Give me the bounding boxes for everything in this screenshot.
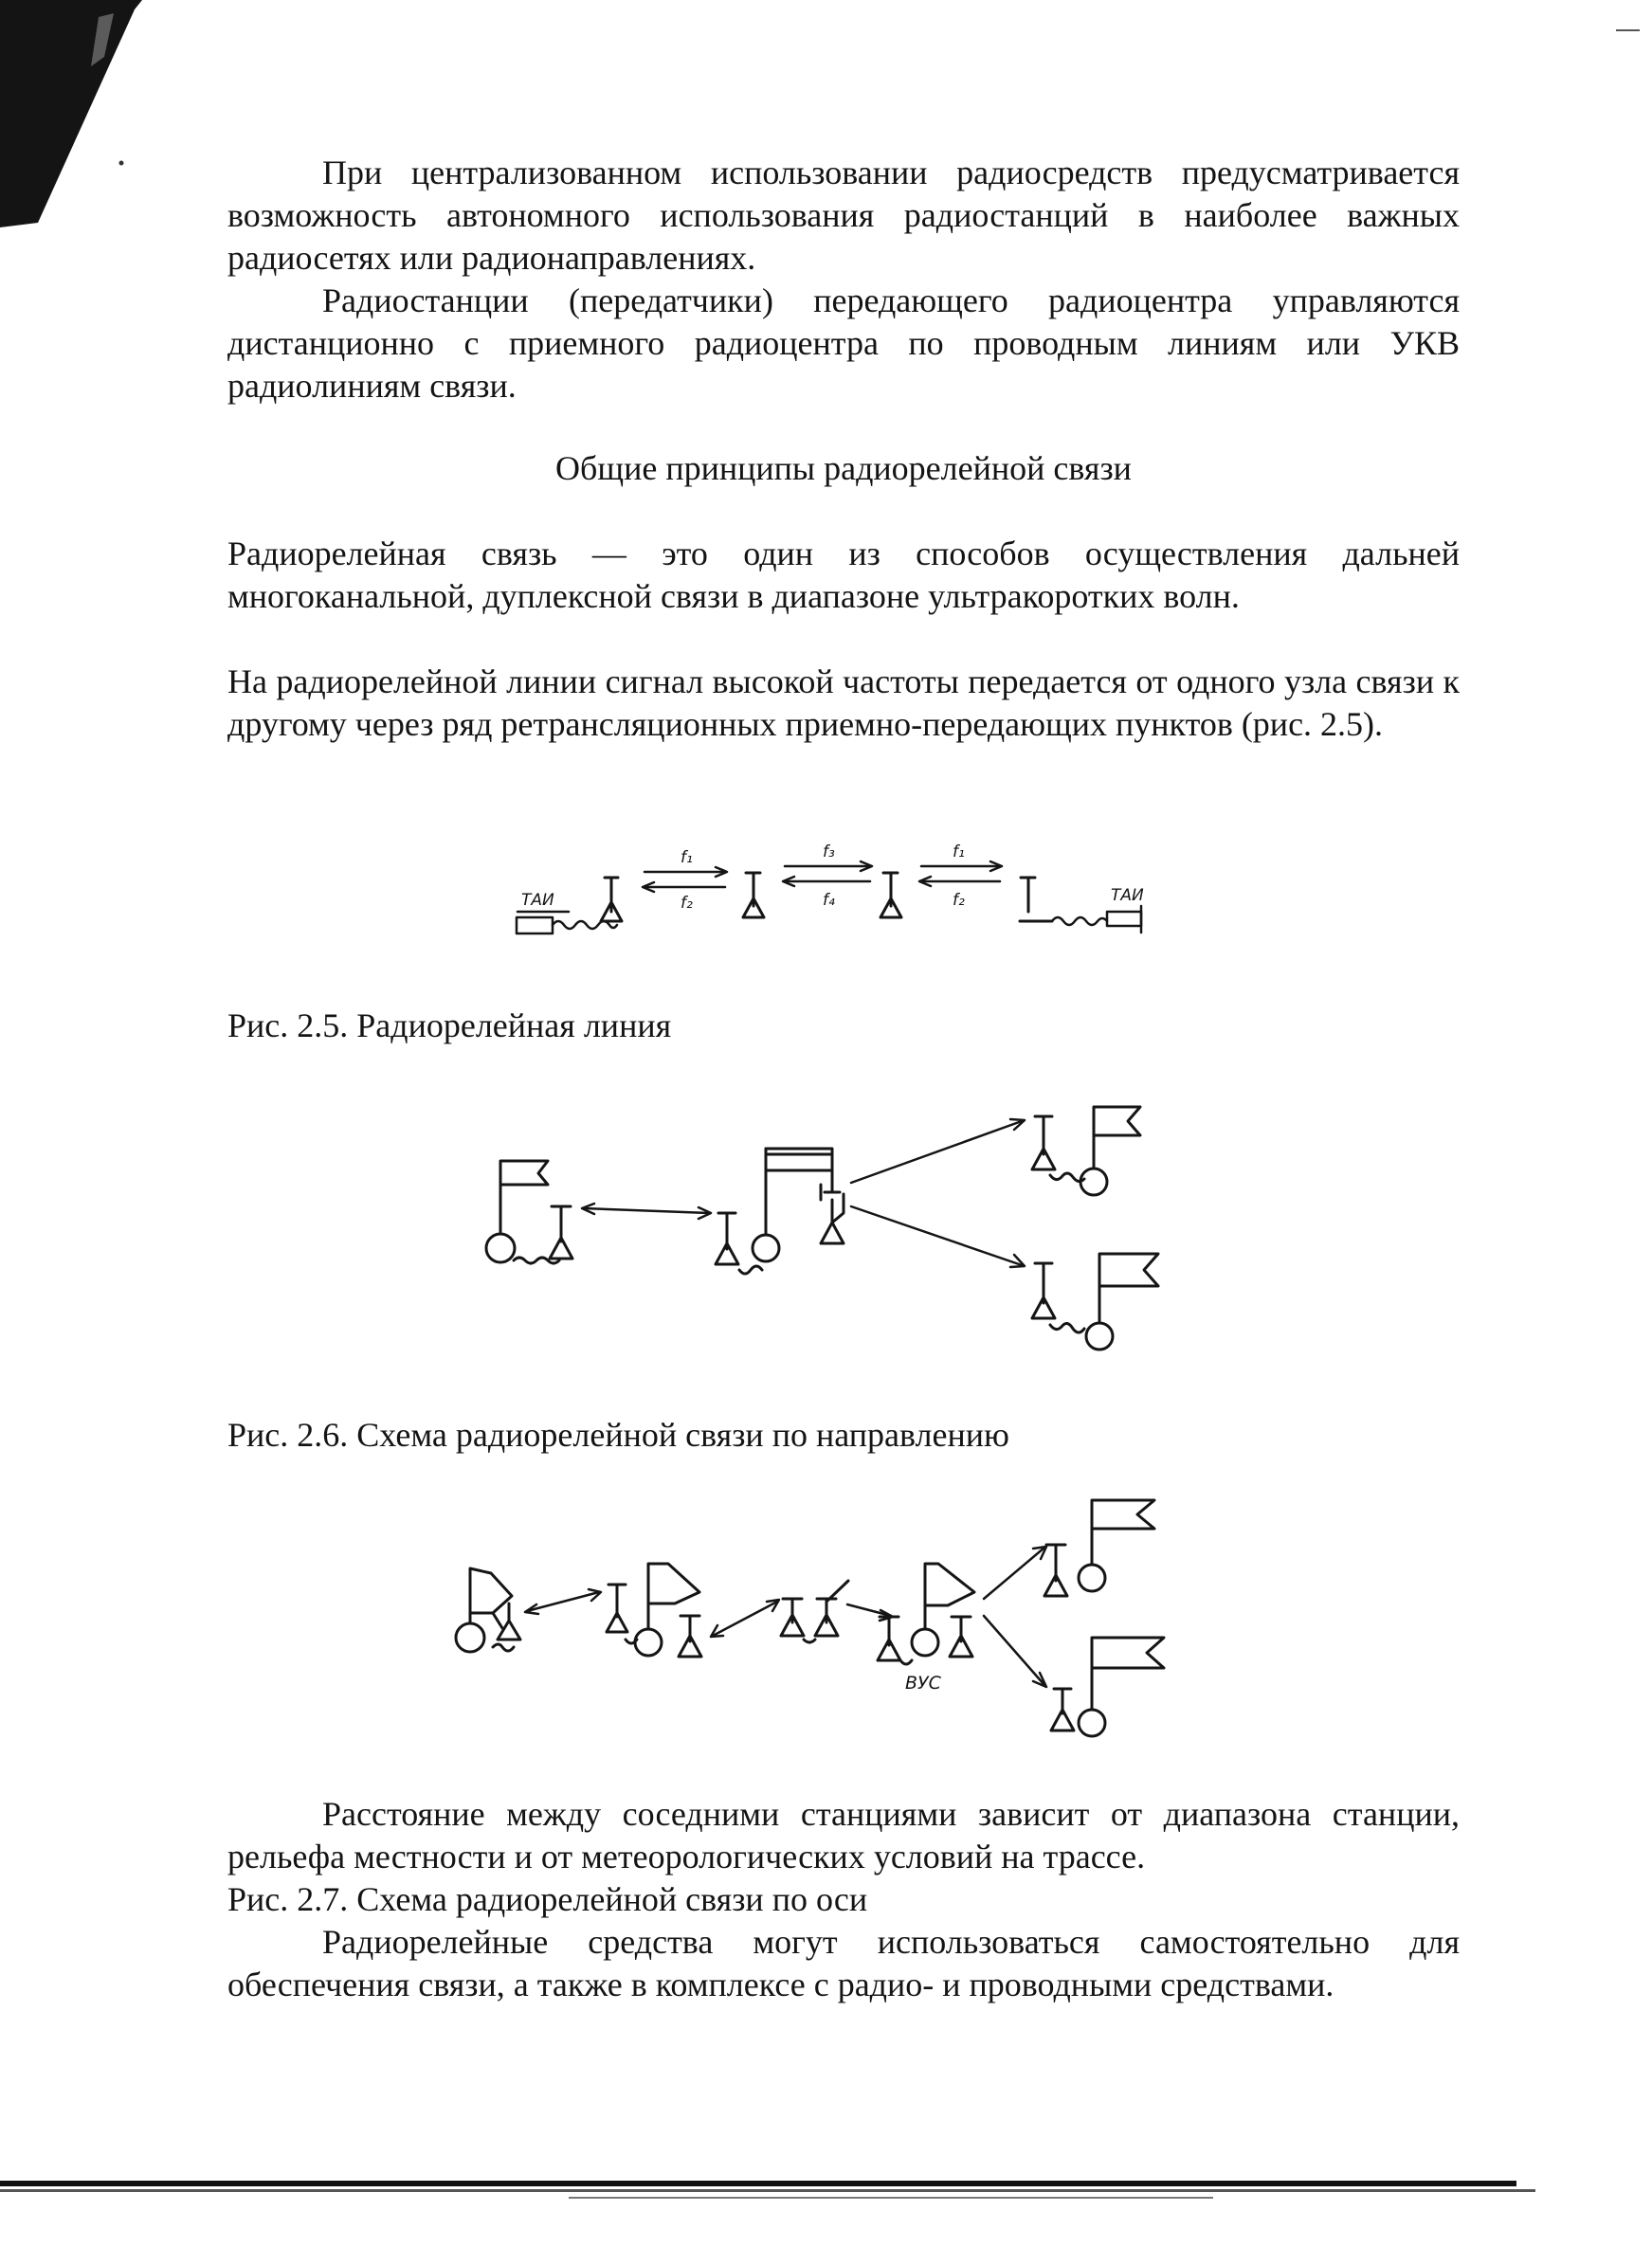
caption-fig-2-7: Рис. 2.7. Схема радиорелейной связи по оси — [227, 1880, 868, 1918]
svg-text:f₃: f₃ — [823, 843, 835, 861]
svg-text:f₂: f₂ — [953, 891, 965, 910]
axis-node-relay — [781, 1581, 848, 1642]
axis-node-bottom-right — [1051, 1638, 1164, 1736]
paragraph-relay-means: Радиорелейные средства могут использоваться самостоятельно для обеспечения связи, а также в комплексе с радио- и проводными средствами. — [227, 1923, 1460, 2003]
axis-node-vus — [878, 1564, 974, 1664]
paragraph-centralized-use: При централизованном использовании радиосредств предусматривается возможность автономного использования радиостанций в наиболее важных радиосетях или радионаправлениях. — [227, 154, 1460, 277]
caption-fig-2-6: Рис. 2.6. Схема радиорелейной связи по направлению — [227, 1416, 1009, 1454]
axis-node-top-right — [1044, 1500, 1154, 1596]
svg-text:f₂: f₂ — [681, 894, 693, 913]
caption-fig-2-5: Рис. 2.5. Радиорелейная линия — [227, 1006, 672, 1044]
paragraph-distance: Расстояние между соседними станциями зависит от диапазона станции, рельефа местности и от метеорологических условий на трассе. — [227, 1795, 1460, 1876]
paragraph-relay-line: На радиорелейной линии сигнал высокой частоты передается от одного узла связи к другому через ряд ретрансляционных приемно-передающих пунктов (рис. 2.5). — [227, 662, 1460, 743]
section-heading: Общие принципы радиорелейной связи — [555, 449, 1132, 487]
svg-text:f₁: f₁ — [953, 843, 965, 861]
svg-text:f₁: f₁ — [681, 848, 693, 867]
vus-label: ВУС — [905, 1673, 941, 1694]
paragraph-remote-control: Радиостанции (передатчики) передающего радиоцентра управляются дистанционно с приемного радиоцентра по проводным линиям или УКВ радиолиниям связи. — [227, 281, 1460, 405]
tai-left-label: ТАИ — [521, 891, 554, 910]
tai-right-label: ТАИ — [1111, 886, 1144, 905]
axis-node-1 — [456, 1568, 520, 1652]
axis-node-2 — [607, 1564, 701, 1657]
paragraph-definition: Радиорелейная связь — это один из способов осуществления дальней многоканальной, дуплексной связи в диапазоне ультракоротких волн. — [227, 535, 1460, 615]
svg-text:f₄: f₄ — [823, 891, 835, 910]
